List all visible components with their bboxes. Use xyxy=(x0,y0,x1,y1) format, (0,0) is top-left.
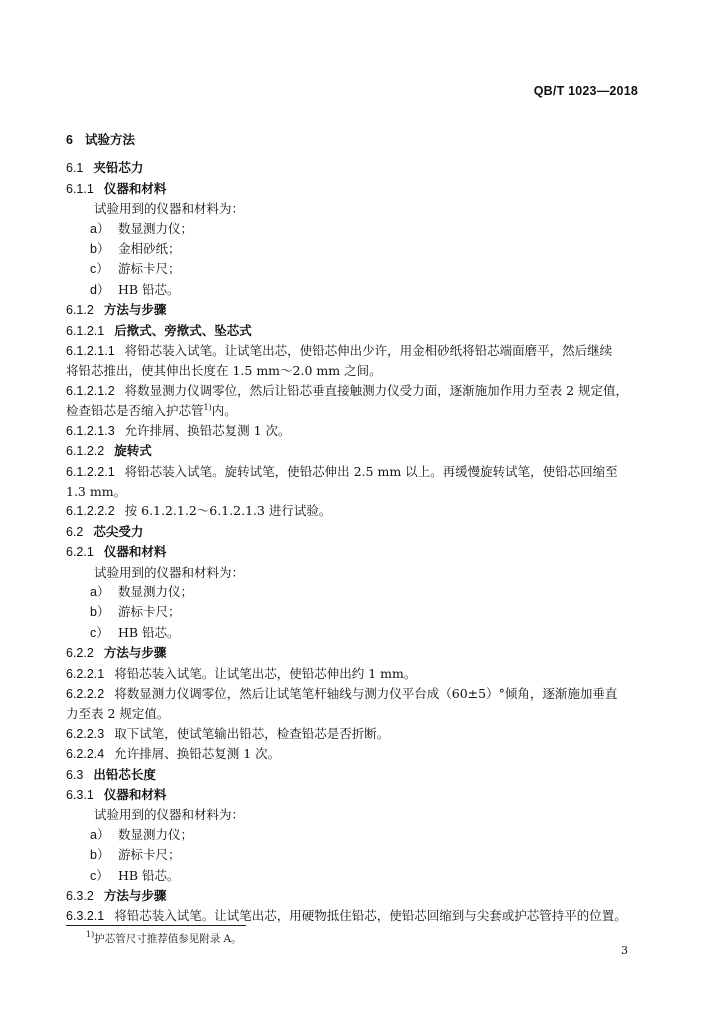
list-item: a） 数显测力仪； xyxy=(90,583,194,599)
list-item: b） 游标卡尺； xyxy=(90,604,181,620)
section-heading-6-1: 6.1 夹铅芯力 xyxy=(66,161,144,176)
footnote-mark: 1) xyxy=(86,930,95,939)
paragraph-6-1-2-1-3: 6.1.2.1.3 允许排屑、换铅芯复测 1 次。 xyxy=(66,422,291,438)
footnote-ref: 1) xyxy=(203,403,212,413)
list-item: c） HB 铅芯。 xyxy=(90,867,180,883)
paragraph-intro: 试验用到的仪器和材料为： xyxy=(94,564,245,580)
paragraph-intro: 试验用到的仪器和材料为： xyxy=(94,807,245,823)
paragraph-continuation: 1.3 mm。 xyxy=(66,483,127,499)
list-item: b） 游标卡尺； xyxy=(90,847,181,863)
section-heading-6-2: 6.2 芯尖受力 xyxy=(66,524,144,539)
footnote-divider xyxy=(66,925,246,926)
paragraph-6-2-2-4: 6.2.2.4 允许排屑、换铅芯复测 1 次。 xyxy=(66,746,281,762)
section-heading-6-2-1: 6.2.1 仪器和材料 xyxy=(66,545,167,560)
paragraph-6-1-2-1-2: 6.1.2.1.2 将数显测力仪调零位，然后让铅芯垂直接触测力仪受力面，逐渐施加作用力至表 2 规定值， xyxy=(66,382,629,398)
section-heading-6-1-2-2: 6.1.2.2 旋转式 xyxy=(66,444,152,459)
paragraph-6-1-2-2-2: 6.1.2.2.2 按 6.1.2.1.2～6.1.2.1.3 进行试验。 xyxy=(66,503,332,519)
paragraph-6-2-2-1: 6.2.2.1 将铅芯装入试笔。让试笔出芯，使铅芯伸出约 1 mm。 xyxy=(66,665,417,681)
section-heading-6-2-2: 6.2.2 方法与步骤 xyxy=(66,646,167,661)
standard-code: QB/T 1023—2018 xyxy=(533,84,638,98)
paragraph-6-2-2-2: 6.2.2.2 将数显测力仪调零位，然后让试笔笔杆轴线与测力仪平台成（60±5）°倾角，逐渐施加垂直 xyxy=(66,685,618,701)
paragraph-intro: 试验用到的仪器和材料为： xyxy=(94,201,245,217)
paragraph-continuation: 力至表 2 规定值。 xyxy=(66,706,170,722)
section-heading-6-3-1: 6.3.1 仪器和材料 xyxy=(66,788,167,802)
list-item: c） HB 铅芯。 xyxy=(90,624,180,640)
section-heading-6-3: 6.3 出铅芯长度 xyxy=(66,767,156,782)
list-item: a） 数显测力仪； xyxy=(90,220,194,236)
section-heading-6: 6 试验方法 xyxy=(66,133,135,147)
section-heading-6-1-2-1: 6.1.2.1 后揿式、旁揿式、坠芯式 xyxy=(66,323,252,338)
list-item: c） 游标卡尺； xyxy=(90,261,181,277)
list-item: a） 数显测力仪； xyxy=(90,826,194,842)
section-heading-6-3-2: 6.3.2 方法与步骤 xyxy=(66,889,167,904)
page-number: 3 xyxy=(621,944,628,957)
paragraph-6-1-2-2-1: 6.1.2.2.1 将铅芯装入试笔。旋转试笔，使铅芯伸出 2.5 mm 以上。再缓慢旋转试笔，使铅芯回缩至 xyxy=(66,463,618,479)
section-heading-6-1-2: 6.1.2 方法与步骤 xyxy=(66,303,167,318)
footnote: $^{1)}$护芯管尺寸推荐值参见附录 A。 xyxy=(86,930,242,945)
paragraph-6-2-2-3: 6.2.2.3 取下试笔，使试笔输出铅芯，检查铅芯是否折断。 xyxy=(66,725,390,741)
paragraph-continuation: 检查铅芯是否缩入护芯管$^{1)}$内。 xyxy=(66,403,237,419)
section-heading-6-1-1: 6.1.1 仪器和材料 xyxy=(66,181,167,196)
paragraph-6-3-2-1: 6.3.2.1 将铅芯装入试笔。让试笔出芯，用硬物抵住铅芯，使铅芯回缩到与尖套或护芯管持平的位置。 xyxy=(66,908,627,924)
paragraph-continuation: 将铅芯推出，使其伸出长度在 1.5 mm～2.0 mm 之间。 xyxy=(66,363,382,379)
list-item: b） 金相砂纸； xyxy=(90,241,181,257)
document-body xyxy=(66,130,646,927)
list-item: d） HB 铅芯。 xyxy=(90,281,180,297)
paragraph-6-1-2-1-1: 6.1.2.1.1 将铅芯装入试笔。让试笔出芯，使铅芯伸出少许，用金相砂纸将铅芯端面磨平，然后继续 xyxy=(66,343,613,359)
